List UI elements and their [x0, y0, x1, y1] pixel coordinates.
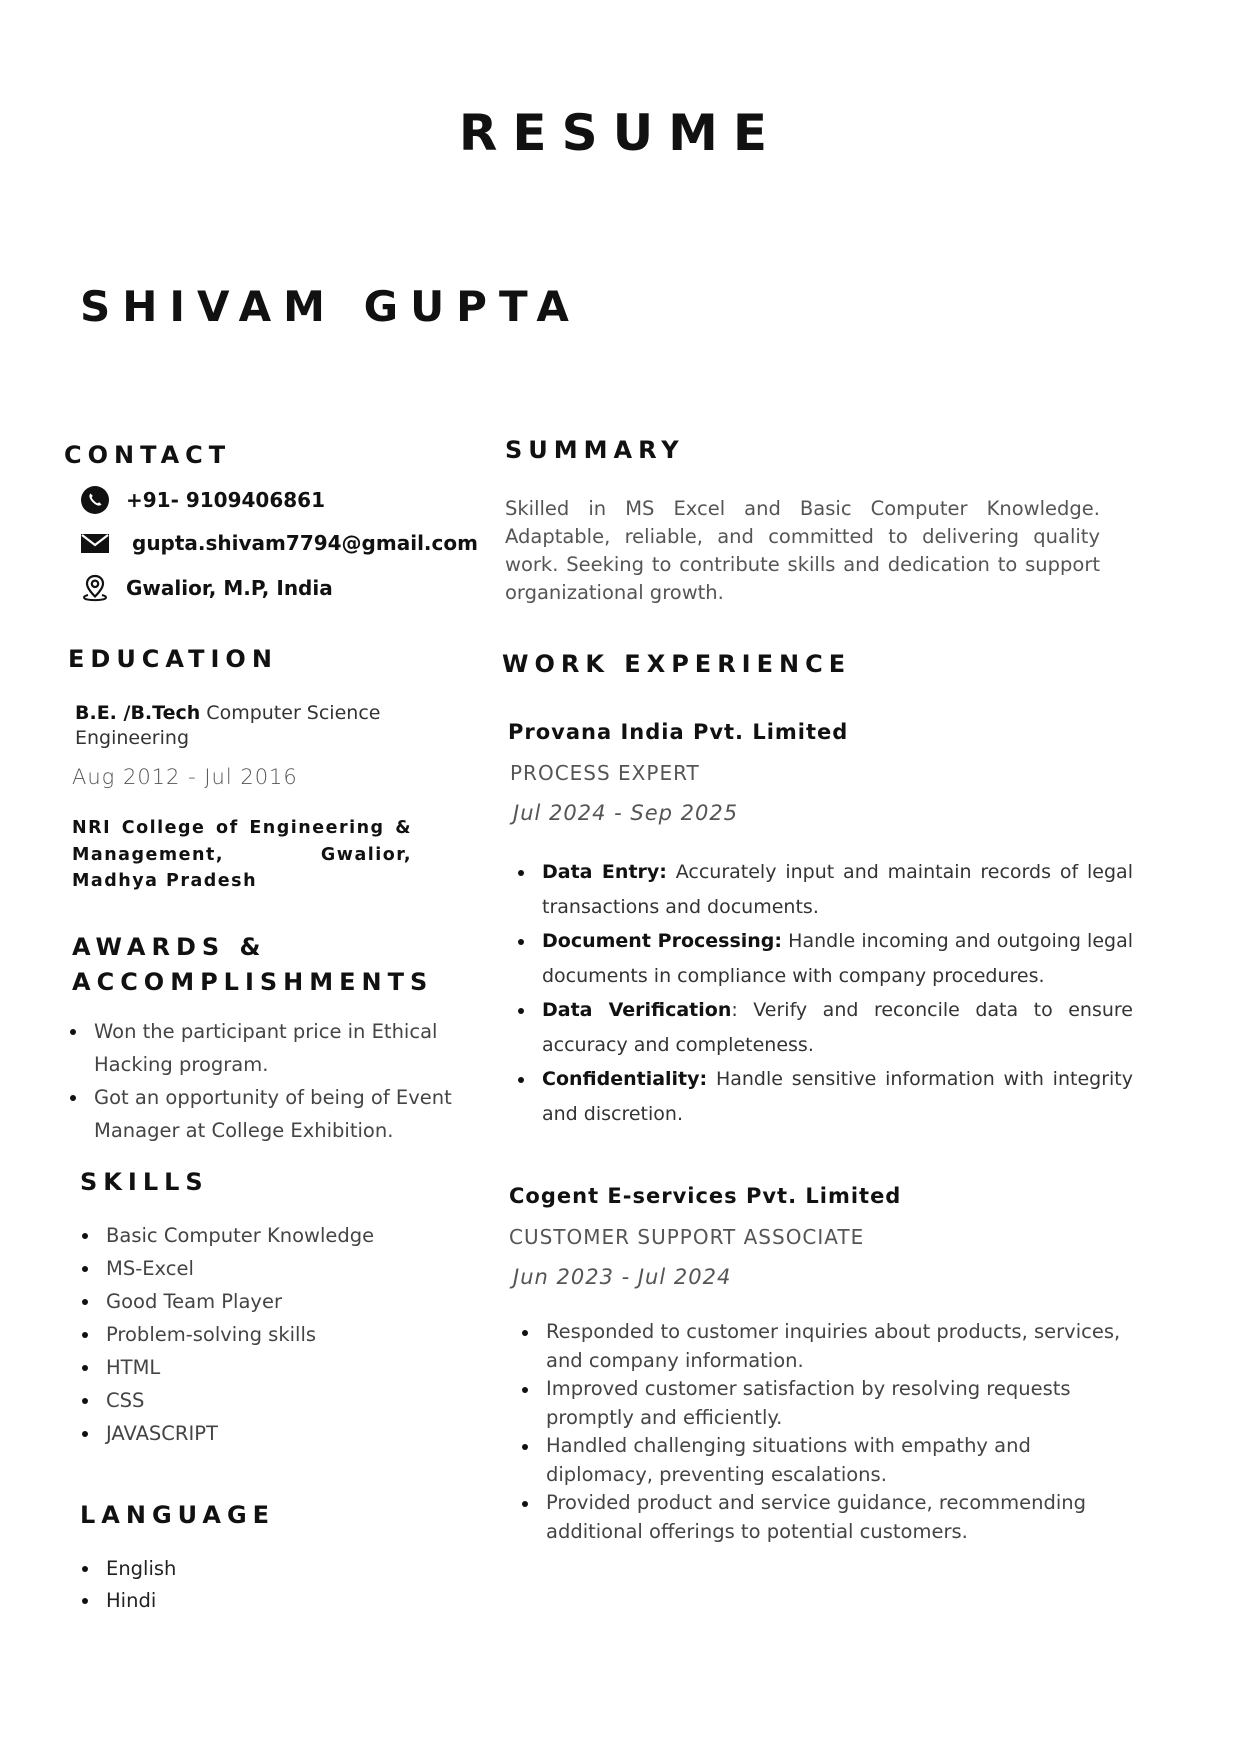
- list-item: JAVASCRIPT: [80, 1417, 440, 1450]
- summary-text: Skilled in MS Excel and Basic Computer Knowledge. Adaptable, reliable, and committed to delivering quality work. Seeking to contribute skills and dedication to support organizational growth.: [505, 497, 1100, 604]
- document-title: RESUME: [458, 104, 783, 162]
- contact-phone: [80, 485, 325, 515]
- duty-label: Data Verification: [542, 999, 732, 1021]
- language-list: [80, 1553, 280, 1617]
- education-dates: Aug 2012 - Jul 2016: [72, 765, 298, 789]
- phone-icon: [80, 485, 110, 515]
- list-item: [516, 924, 1133, 993]
- job-dates: Jul 2024 - Sep 2025: [513, 801, 739, 825]
- person-name: SHIVAM GUPTA: [80, 282, 581, 331]
- contact-location: [80, 573, 333, 603]
- awards-heading: [72, 930, 433, 1000]
- list-item: Improved customer satisfaction by resolving requests promptly and efficiently.: [520, 1375, 1130, 1432]
- list-item: Responded to customer inquiries about products, services, and company information.: [520, 1318, 1130, 1375]
- list-item: [516, 993, 1133, 1062]
- skills-heading: SKILLS: [80, 1168, 209, 1196]
- list-item: [516, 855, 1133, 924]
- location-text: Gwalior, M.P, India: [126, 576, 333, 600]
- email-address: gupta.shivam7794@gmail.com: [132, 531, 478, 555]
- list-item: Handled challenging situations with empathy and diplomacy, preventing escalations.: [520, 1432, 1130, 1489]
- list-item: HTML: [80, 1351, 440, 1384]
- job-role: PROCESS EXPERT: [510, 761, 700, 785]
- list-item: Basic Computer Knowledge: [80, 1219, 440, 1252]
- list-item: Hindi: [80, 1585, 280, 1617]
- list-item: [516, 1062, 1133, 1131]
- location-pin-icon: [80, 573, 110, 603]
- contact-heading: CONTACT: [64, 441, 232, 469]
- list-item: English: [80, 1553, 280, 1585]
- duty-text: Handle incoming and outgoing legal documents in compliance with company procedures.: [542, 930, 1134, 987]
- mail-icon: [80, 528, 110, 558]
- duty-text: : Verify and reconcile data to ensure accuracy and completeness.: [542, 999, 1133, 1056]
- degree-field: Computer Science Engineering: [75, 702, 381, 749]
- awards-heading-line2: ACCOMPLISHMENTS: [72, 968, 434, 996]
- job-duties-list: [520, 1318, 1130, 1546]
- duty-label: Document Processing:: [542, 930, 783, 952]
- job-duties-list: [516, 855, 1133, 1131]
- duty-label: Data Entry:: [542, 861, 667, 883]
- duty-label: Confidentiality:: [542, 1068, 708, 1090]
- job-company: Cogent E-services Pvt. Limited: [509, 1184, 902, 1208]
- awards-list: [68, 1015, 468, 1147]
- work-experience-heading: WORK EXPERIENCE: [502, 650, 852, 678]
- list-item: MS-Excel: [80, 1252, 440, 1285]
- list-item: Won the participant price in Ethical Hacking program.: [68, 1015, 468, 1081]
- list-item: Problem-solving skills: [80, 1318, 440, 1351]
- phone-number: +91- 9109406861: [126, 488, 326, 512]
- summary-heading: SUMMARY: [505, 436, 685, 464]
- education-institution: NRI College of Engineering & Management, Gwalior, Madhya Pradesh: [72, 818, 412, 891]
- skills-list: [80, 1219, 440, 1450]
- contact-email: [80, 528, 478, 558]
- education-degree: [75, 701, 435, 751]
- duty-text: Accurately input and maintain records of legal transactions and documents.: [542, 861, 1133, 918]
- awards-heading-line1: AWARDS &: [72, 933, 267, 961]
- list-item: Good Team Player: [80, 1285, 440, 1318]
- education-heading: EDUCATION: [68, 645, 278, 673]
- language-heading: LANGUAGE: [80, 1501, 276, 1529]
- job-role: CUSTOMER SUPPORT ASSOCIATE: [509, 1225, 865, 1249]
- list-item: Got an opportunity of being of Event Manager at College Exhibition.: [68, 1081, 468, 1147]
- list-item: Provided product and service guidance, recommending additional offerings to potential customers.: [520, 1489, 1130, 1546]
- job-company: Provana India Pvt. Limited: [508, 720, 849, 744]
- degree-name: B.E. /B.Tech: [75, 702, 201, 724]
- duty-text: Handle sensitive information with integrity and discretion.: [542, 1068, 1133, 1125]
- list-item: CSS: [80, 1384, 440, 1417]
- job-dates: Jun 2023 - Jul 2024: [513, 1265, 732, 1289]
